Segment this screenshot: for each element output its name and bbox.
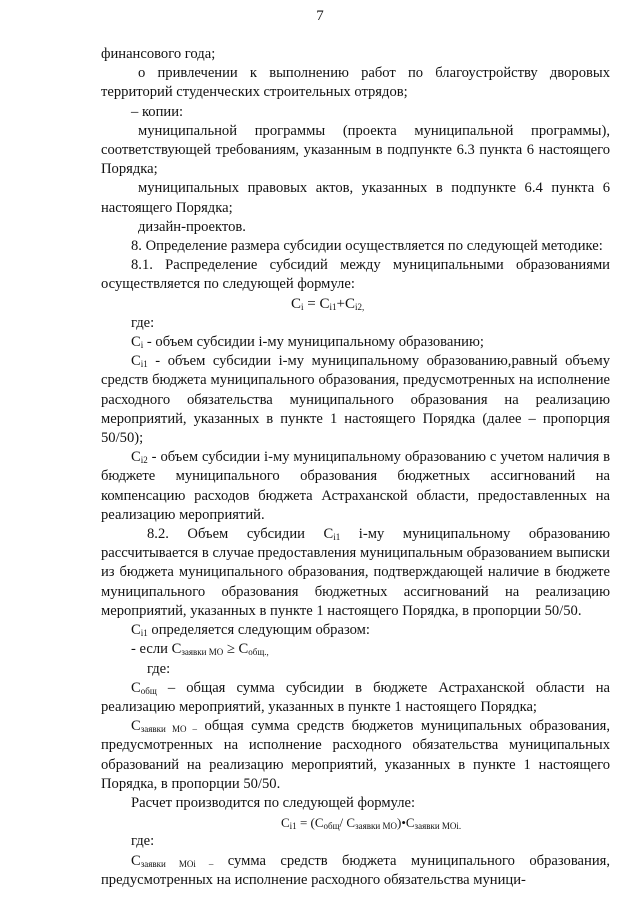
definition-ci2: $C_{i2}$ - объем субсидии i-му муниципальному образованию с учетом наличия в бюджете муниципального образования бюджетных ассигнований на компенсацию расходов бюджета Астраханской области, предоставленных на реализацию мероприятий. — [101, 449, 610, 523]
where-label: где: — [131, 314, 155, 331]
definition-czayavki-mo: $C_{заявки МО -}$ общая сумма средств бюджетов муниципальных образования, предусмотренных на исполнение расходного обязательства муниципальных образований на реализацию мероприятий, указанных в пункте 1 настоящего Порядка, в пропорции 50/50. — [101, 718, 610, 792]
document-body — [101, 45, 610, 890]
paragraph: муниципальной программы (проекта муниципальной программы), соответствующей требованиям, указанным в подпункте 6.3 пункта 6 настоящего Порядка; — [101, 122, 610, 178]
condition-line: - если $C_{заявки МО} \ge C_{общ.,}$ — [131, 641, 269, 658]
paragraph: – копии: — [131, 103, 184, 120]
definition-ci1: $C_{i1}$ - объем субсидии i-му муниципальному образованию,равный объему средств бюджета муниципального образования, предусмотренных на исполнение расходного обязательства муниципального образования на реализацию мероприятий, указанных в пункте 1 настоящего Порядка (далее – пропорция 50/50); — [101, 353, 610, 447]
ci1-definition-intro: $C_{i1}$ определяется следующим образом: — [131, 622, 370, 639]
where-label: где: — [131, 833, 155, 850]
paragraph-8-2: 8.2. Объем субсидии $C_{i1}$ i-му муниципальному образованию рассчитывается в случае предоставления муниципальным образованием выписки из бюджета муниципального образования, подтверждающей наличие в бюджете муниципального образования бюджетных ассигнований на реализацию мероприятий, указанных в пункте 1 настоящего Порядка, в пропорции 50/50. — [101, 526, 610, 619]
definition-cobsch: $C_{общ}$ – общая сумма субсидии в бюджете Астраханской области на реализацию мероприятий, указанных в пункте 1 настоящего Порядка; — [101, 679, 610, 715]
formula-main: $C_i = C_{i1}+C_{i2,}$ — [291, 295, 365, 312]
paragraph: Расчет производится по следующей формуле: — [131, 794, 416, 811]
paragraph: дизайн-проектов. — [138, 218, 246, 235]
definition-czayavki-moi: $C_{заявки МОi -}$ сумма средств бюджета муниципального образования, предусмотренных на исполнение расходного обязательства муници- — [101, 852, 610, 888]
formula-ci1: $C_{i1} = (C_{общ}/$ $C_{заявки МО})•C_{заявки МОi.}$ — [281, 815, 462, 832]
definition-ci: $C_i$ - объем субсидии i-му муниципальному образованию; — [131, 334, 484, 351]
where-label: где: — [147, 660, 171, 677]
paragraph: 8. Определение размера субсидии осуществляется по следующей методике: — [131, 238, 603, 255]
paragraph: муниципальных правовых актов, указанных в подпункте 6.4 пункта 6 настоящего Порядка; — [101, 180, 610, 216]
paragraph: 8.1. Распределение субсидий между муниципальными образованиями осуществляется по следующей формуле: — [101, 257, 610, 293]
page-number: 7 — [316, 8, 324, 24]
paragraph: о привлечении к выполнению работ по благоустройству дворовых территорий студенческих строительных отрядов; — [101, 65, 610, 101]
paragraph: финансового года; — [101, 46, 216, 62]
